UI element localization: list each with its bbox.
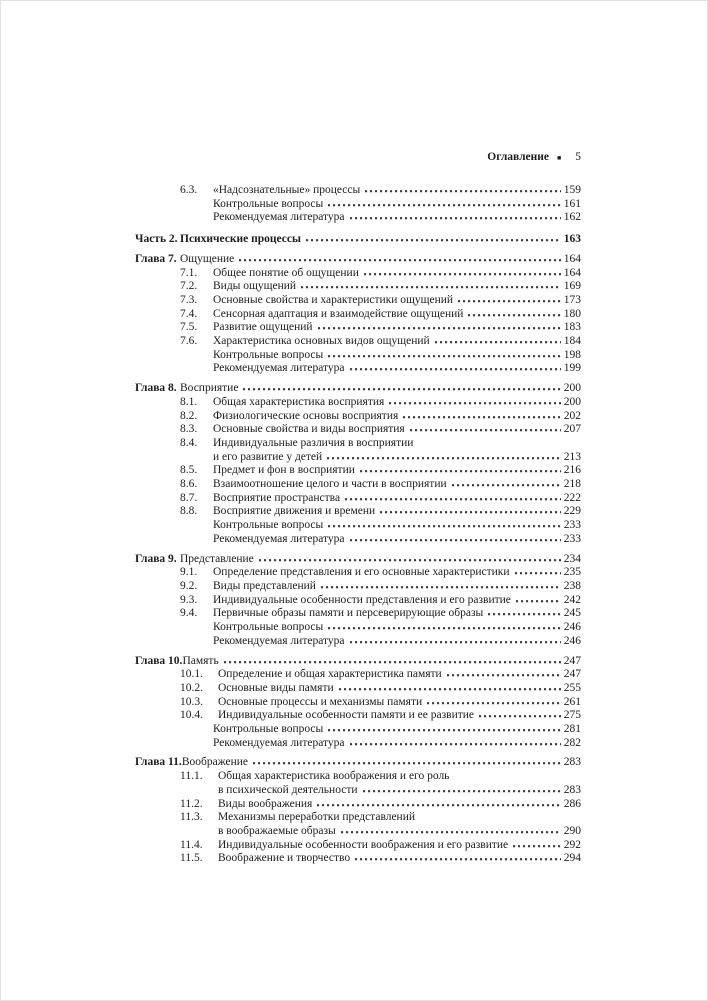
toc-entry-title: Восприятие пространства [213, 491, 341, 504]
heading-page-number: 283 [563, 756, 581, 769]
toc-entry [135, 519, 581, 533]
heading-number: Глава 11. [135, 756, 182, 769]
toc-entry-page-number: 233 [563, 519, 581, 532]
toc-entry [135, 737, 581, 751]
toc-entry-page-number: 242 [563, 593, 581, 606]
toc-entry-title: Определение и общая характеристика памяти [218, 668, 442, 681]
toc-entry [135, 723, 581, 737]
toc-entry-page-number: 245 [563, 607, 581, 620]
toc-entry-page-number: 282 [563, 736, 581, 749]
toc-entry-number: 9.2. [180, 579, 198, 592]
dot-leader [380, 511, 561, 514]
toc-entry-number: 10.3. [180, 695, 203, 708]
toc-entry-number: 8.6. [180, 478, 198, 491]
toc-entry [135, 464, 581, 478]
toc-entry-page-number: 218 [563, 478, 581, 491]
toc-entry-page-number: 159 [563, 184, 581, 196]
toc-entry-title: Рекомендуемая литература [213, 532, 345, 545]
toc-entry-title: Развитие ощущений [213, 321, 313, 334]
dot-leader [513, 845, 561, 848]
toc-entry-page-number: 292 [563, 838, 581, 851]
toc-entry [135, 321, 581, 335]
toc-chapter-heading [135, 655, 581, 669]
toc-entry-title: Виды представлений [213, 579, 316, 592]
running-header [135, 150, 581, 165]
heading-title: Ощущение [180, 252, 235, 265]
toc-entry [135, 396, 581, 410]
toc-entry-page-number: 180 [563, 307, 581, 320]
toc-entry-title: Основные свойства и характеристики ощущений [213, 293, 454, 306]
dot-leader [479, 715, 561, 718]
toc-entry-page-number: 173 [563, 293, 581, 306]
dot-leader [350, 641, 561, 644]
toc-entry [135, 811, 581, 825]
dot-leader [328, 729, 561, 732]
toc-entry-number: 11.5. [180, 852, 203, 865]
toc-entry [135, 478, 581, 492]
heading-page-number: 200 [563, 382, 581, 395]
toc-entry-number: 7.1. [180, 266, 198, 279]
toc-entry-title: Контрольные вопросы [213, 348, 324, 361]
toc-entry-number: 9.4. [180, 607, 198, 620]
dot-leader [363, 790, 561, 793]
dot-leader [318, 327, 561, 330]
dot-leader [488, 613, 560, 616]
dot-leader [516, 600, 561, 603]
toc-entry-number: 10.1. [180, 668, 203, 681]
toc-entry [135, 770, 581, 784]
toc-entry [135, 852, 581, 866]
toc-entry [135, 709, 581, 723]
toc-entry-title: Рекомендуемая литература [213, 362, 345, 375]
toc-entry-page-number: 235 [563, 566, 581, 579]
dot-leader [452, 484, 561, 487]
toc-entry [135, 198, 581, 212]
toc-entry-title: Индивидуальные различия в восприятии [213, 436, 414, 449]
toc-entry-page-number: 162 [563, 211, 581, 224]
toc-entry [135, 682, 581, 696]
dot-leader [339, 688, 561, 691]
toc-entry-title: Сенсорная адаптация и взаимодействие ощущений [213, 307, 464, 320]
toc-entry-continuation [135, 784, 581, 798]
toc-entry-page-number: 164 [563, 266, 581, 279]
dot-leader [243, 388, 560, 391]
toc-entry-page-number: 286 [563, 797, 581, 810]
toc-entry-page-number: 169 [563, 280, 581, 293]
heading-title: Восприятие [180, 382, 239, 395]
dot-leader [328, 525, 561, 528]
toc-entry-page-number: 229 [563, 505, 581, 518]
heading-number: Глава 10. [135, 654, 183, 667]
toc-entry-title: Предмет и фон в восприятии [213, 464, 355, 477]
toc-entry [135, 437, 581, 451]
toc-entry [135, 668, 581, 682]
toc-entry-number: 11.4. [180, 838, 203, 851]
dot-leader [328, 204, 561, 207]
dot-leader [515, 572, 561, 575]
dot-leader [306, 239, 561, 242]
toc-entry-page-number: 246 [563, 634, 581, 647]
dot-leader [224, 661, 561, 664]
toc-entry-title: в психической деятельности [218, 783, 358, 796]
heading-page-number: 247 [563, 654, 581, 667]
toc-entry-number: 6.3. [180, 184, 198, 196]
toc [135, 184, 581, 866]
toc-entry-title: Рекомендуемая литература [213, 211, 345, 224]
toc-entry-number: 7.6. [180, 335, 198, 348]
toc-entry-page-number: 283 [563, 783, 581, 796]
toc-entry-title: Рекомендуемая литература [213, 634, 345, 647]
toc-entry-page-number: 183 [563, 321, 581, 334]
toc-entry-title: Первичные образы памяти и персеверирующие образы [213, 607, 484, 620]
dot-leader [355, 858, 561, 861]
toc-entry-title: в воображаемые образы [218, 824, 336, 837]
heading-number: Глава 7. [135, 252, 177, 265]
dot-leader [253, 762, 561, 765]
dot-leader [410, 429, 561, 432]
toc-entry [135, 607, 581, 621]
toc-entry [135, 308, 581, 322]
heading-title: Воображение [181, 756, 248, 769]
toc-entry [135, 184, 581, 198]
dot-leader [468, 314, 560, 317]
toc-entry-title: Контрольные вопросы [213, 197, 324, 210]
toc-entry [135, 410, 581, 424]
toc-entry-page-number: 246 [563, 621, 581, 634]
toc-entry-title: Контрольные вопросы [213, 519, 324, 532]
toc-entry-page-number: 294 [563, 852, 581, 865]
toc-entry-page-number: 200 [563, 395, 581, 408]
toc-entry-page-number: 199 [563, 362, 581, 375]
toc-entry-page-number: 290 [563, 824, 581, 837]
toc-entry-number: 10.2. [180, 681, 203, 694]
toc-entry-title: Основные процессы и механизмы памяти [218, 695, 423, 708]
heading-number: Глава 9. [135, 552, 177, 565]
toc-entry-page-number: 281 [563, 723, 581, 736]
heading-page-number: 164 [563, 252, 581, 265]
toc-entry-title: Индивидуальные особенности памяти и ее развитие [218, 709, 475, 722]
header-title: Оглавление [487, 151, 550, 163]
toc-entry-page-number: 213 [563, 450, 581, 463]
toc-entry-title: Контрольные вопросы [213, 723, 324, 736]
toc-entry [135, 335, 581, 349]
toc-entry-title: «Надсознательные» процессы [213, 184, 361, 196]
toc-entry [135, 533, 581, 547]
toc-entry [135, 211, 581, 225]
dot-leader [447, 674, 561, 677]
toc-entry-continuation [135, 825, 581, 839]
toc-entry-title: Основные свойства и виды восприятия [213, 423, 405, 436]
toc-entry-page-number: 255 [563, 681, 581, 694]
toc-entry-number: 11.3. [180, 811, 203, 824]
toc-entry-title: Общее понятие об ощущении [213, 266, 359, 279]
dot-leader [345, 498, 561, 501]
dot-leader [301, 286, 561, 289]
toc-entry [135, 594, 581, 608]
toc-entry [135, 280, 581, 294]
toc-chapter-heading [135, 382, 581, 396]
dot-leader [365, 190, 561, 193]
dot-leader [350, 368, 561, 371]
heading-title: Психические процессы [180, 233, 301, 246]
toc-entry-title: Взаимоотношение целого и части в восприятии [213, 478, 447, 491]
toc-entry [135, 635, 581, 649]
toc-entry-page-number: 233 [563, 532, 581, 545]
toc-entry-page-number: 275 [563, 709, 581, 722]
toc-entry-page-number: 202 [563, 409, 581, 422]
toc-content [135, 150, 581, 866]
toc-entry [135, 492, 581, 506]
dot-leader [321, 586, 561, 589]
toc-entry-title: Общая характеристика восприятия [213, 395, 385, 408]
dot-leader [328, 355, 561, 358]
toc-entry-number: 9.1. [180, 566, 198, 579]
toc-entry-title: Механизмы переработки представлений [218, 811, 416, 824]
dot-leader [360, 470, 561, 473]
toc-entry-page-number: 222 [563, 491, 581, 504]
dot-leader [259, 559, 561, 562]
dot-leader [327, 457, 561, 460]
toc-chapter-heading [135, 756, 581, 770]
dot-leader [239, 259, 560, 262]
toc-entry-continuation [135, 451, 581, 465]
toc-entry-page-number: 238 [563, 579, 581, 592]
toc-entry [135, 267, 581, 281]
toc-entry-page-number: 261 [563, 695, 581, 708]
dot-leader [389, 402, 560, 405]
toc-entry [135, 839, 581, 853]
toc-entry-number: 7.3. [180, 293, 198, 306]
toc-entry-page-number: 161 [563, 197, 581, 210]
dot-leader [317, 804, 560, 807]
toc-entry-number: 7.4. [180, 307, 198, 320]
dot-leader [403, 416, 560, 419]
dot-leader [341, 831, 561, 834]
heading-number: Часть 2. [135, 233, 178, 246]
heading-page-number: 234 [563, 552, 581, 565]
toc-entry-number: 8.5. [180, 464, 198, 477]
dot-leader [350, 539, 561, 542]
toc-entry-title: Основные виды памяти [218, 681, 334, 694]
toc-entry-number: 11.2. [180, 797, 203, 810]
toc-entry-number: 9.3. [180, 593, 198, 606]
dot-leader [364, 273, 561, 276]
toc-entry-page-number: 247 [563, 668, 581, 681]
toc-entry-number: 8.7. [180, 491, 198, 504]
toc-entry-number: 8.4. [180, 436, 198, 449]
toc-entry-title: Рекомендуемая литература [213, 736, 345, 749]
toc-entry-page-number: 198 [563, 348, 581, 361]
toc-entry [135, 294, 581, 308]
heading-title: Представление [180, 552, 254, 565]
toc-entry [135, 349, 581, 363]
toc-entry-number: 7.2. [180, 280, 198, 293]
toc-entry-title: Воображение и творчество [218, 852, 351, 865]
dot-leader [350, 743, 561, 746]
square-bullet-icon: ■ [557, 154, 562, 162]
toc-entry-number: 10.4. [180, 709, 203, 722]
toc-chapter-heading [135, 553, 581, 567]
toc-chapter-heading [135, 253, 581, 267]
dot-leader [427, 702, 561, 705]
toc-entry-page-number: 216 [563, 464, 581, 477]
toc-entry-title: Индивидуальные особенности представления и его развитие [213, 593, 511, 606]
toc-entry-number: 8.3. [180, 423, 198, 436]
toc-entry-page-number: 207 [563, 423, 581, 436]
toc-entry-number: 8.2. [180, 409, 198, 422]
toc-entry-number: 7.5. [180, 321, 198, 334]
heading-title: Память [182, 654, 219, 667]
dot-leader [458, 300, 561, 303]
toc-entry-number: 8.8. [180, 505, 198, 518]
toc-entry [135, 580, 581, 594]
toc-entry-page-number: 184 [563, 335, 581, 348]
heading-page-number: 163 [563, 233, 581, 246]
header-page-number: 5 [575, 151, 581, 163]
toc-entry-title: и его развитие у детей [213, 450, 323, 463]
toc-entry [135, 566, 581, 580]
toc-entry-title: Восприятие движения и времени [213, 505, 376, 518]
toc-entry-number: 11.1. [180, 770, 203, 783]
toc-entry-number: 8.1. [180, 395, 198, 408]
toc-entry-title: Общая характеристика воображения и его роль [218, 770, 450, 783]
toc-entry [135, 621, 581, 635]
heading-number: Глава 8. [135, 382, 177, 395]
toc-entry [135, 696, 581, 710]
toc-entry [135, 362, 581, 376]
toc-entry-title: Контрольные вопросы [213, 621, 324, 634]
dot-leader [328, 627, 561, 630]
toc-part-heading [135, 233, 581, 247]
toc-entry [135, 505, 581, 519]
toc-entry [135, 798, 581, 812]
toc-entry-title: Характеристика основных видов ощущений [213, 335, 430, 348]
toc-entry-title: Физиологические основы восприятия [213, 409, 399, 422]
toc-entry-title: Виды воображения [218, 797, 313, 810]
toc-entry [135, 423, 581, 437]
toc-entry-title: Индивидуальные особенности воображения и его развитие [218, 838, 509, 851]
toc-entry-title: Виды ощущений [213, 280, 297, 293]
toc-entry-title: Определение представления и его основные характеристики [213, 566, 510, 579]
dot-leader [350, 217, 561, 220]
dot-leader [435, 341, 561, 344]
